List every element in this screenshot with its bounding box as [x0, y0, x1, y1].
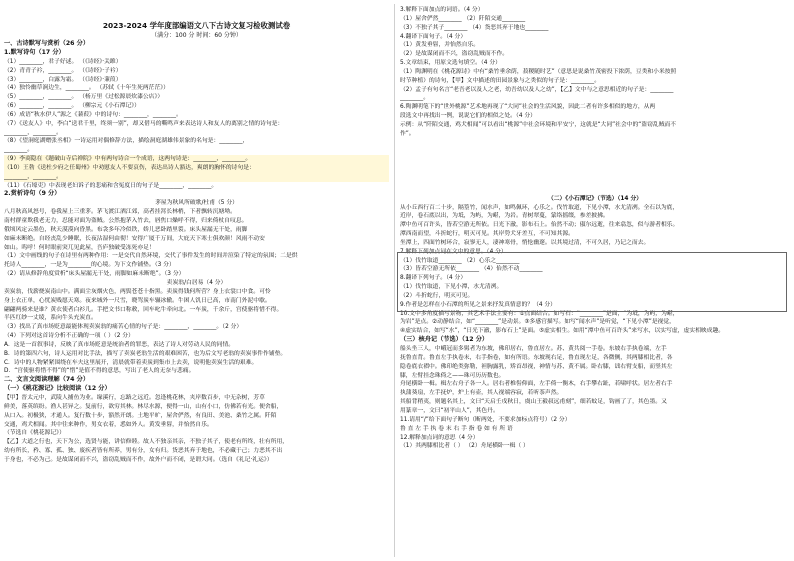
text-line: （1）伐竹取道，下见小潭，水尤清冽。 — [400, 284, 503, 291]
text-line: 其船背稍夷，则题名其上，文曰“天启壬戌秋日，虞山王毅叔远甫刻”，细若蚊足，钩画了了，其色墨。又 — [400, 399, 667, 406]
text-line: （3）皆若空游无所依________ （4）佁然不动________ — [400, 266, 543, 273]
text-line: （1）陶渊明在《桃花源诗》中有“桑竹垂余荫，菽稷随时艺”（意思是说桑竹茂密投下浓荫，豆类和小米按照 — [400, 68, 677, 75]
text-line: 南村群童欺我老无力，忍能对面为盗贼。公然抱茅入竹去，唇焦口燥呼不得，归来倚杖自叹息。 — [4, 218, 248, 225]
text-line: 1.默写诗句（17 分） — [4, 48, 65, 56]
text-line: 八月秋高风怒号，卷我屋上三重茅。茅飞渡江洒江郊，高者挂罥长林梢，下者飘转沉塘坳。 — [4, 209, 236, 216]
text-line: 潭西南而望，斗折蛇行，明灭可见。其岸势犬牙差互，不可知其源。 — [400, 231, 574, 238]
text-line: 鲁 直 左 手 执 卷 末 右 手 指 卷 如 有 所 语 — [400, 425, 513, 432]
text-line: （6）________，________。 （柳宗元《小石潭记》） — [4, 103, 140, 110]
text-line: 交通，鸡犬相闻。其中往来种作，男女衣着，悉如外人。黄发垂髫，并怡然自乐。 — [4, 421, 213, 428]
text-line: ④虚实结合，如写“水”，“日光下澈，影布石上”是面。⑤虚实相生。如用“潭中鱼可百许头”来写水，以实写虚，虚实相映成趣。 — [400, 328, 725, 335]
text-line: 执蒲葵扇，左手抚炉，炉上有壶，其人视端容寂，若听茶声然。 — [400, 390, 563, 397]
text-line: 2.赏析诗句（9 分） — [4, 190, 61, 198]
text-line: （2）斗折蛇行，明灭可见。 — [400, 292, 474, 299]
text-line: C．诗中的人物紧紧围绕在车夫这里展开，清晨就带着卖炭到集市上去卖，说明他卖炭生活的艰难。 — [4, 359, 258, 366]
text-line: 8.翻译下列句子。（4 分） — [400, 275, 467, 282]
right-top-content — [400, 6, 790, 139]
text-line: 潭中鱼可百许头，皆若空游无所依。日光下澈，影布石上。佁然不动；俶尔远逝，往来翕忽，似与游者相乐。 — [400, 222, 679, 229]
text-line: （9）李商隐在《题破山寺后禅院》中有两句诗合一个成语，这两句诗是：________，________。 — [4, 155, 389, 164]
text-line: （2）孟子有句名言“老吾老以及人之老，幼吾幼以及人之幼”，【乙】文中与之意思相近的句子是：________ — [400, 86, 674, 93]
text-line: 幼有所长，矜、寡、孤、独、废疾者皆有所养，男有分，女有归。货恶其弃于地也，不必藏于己；力恶其不出 — [4, 448, 283, 455]
text-line: （1）黄发垂髫，并怡然自乐。 — [400, 42, 480, 49]
text-line: （1）伐竹取道________ （2）心乐之________ — [400, 257, 520, 264]
text-line: （5）________，________。 （杨万里《过松源晨炊漆公店》） — [4, 94, 164, 101]
text-line: 5.文章结束，用原文选句填空。（4 分） — [400, 60, 501, 67]
text-line: 3.解释下面加点的词语。（4 分） — [400, 7, 484, 13]
text-line: 托诗人________，一是为________的心境。为下文作铺垫。（3 分） — [4, 262, 175, 269]
text-line: 船头坐三人，中峨冠而多髯者为东坡，佛印居右，鲁直居左。苏、黄共阅一手卷。东坡右手执卷端，左手 — [400, 346, 667, 353]
text-line: 于身也，不必为己。是故谋闭而不兴，盗窃乱贼而不作，故外户而不闭，是谓大同。（选自《礼记·礼运》） — [4, 456, 273, 463]
text-line: ________。 — [4, 147, 33, 154]
text-line: 身上衣正单，心忧炭贱愿天寒。夜来城外一尺雪，晓驾炭车辗冰辙。牛困人饥日已高，市南门外泥中歇。 — [4, 297, 271, 304]
text-line: 【甲】晋太元中，武陵人捕鱼为业。缘溪行，忘路之远近。忽逢桃花林，夹岸数百步，中无杂树，芳草 — [4, 395, 265, 402]
exam-title: 2023-2024 学年度部编语文八下古诗文复习检收测试卷 — [102, 21, 291, 30]
text-line: 12.解释加点词的意思（4 分） — [400, 434, 479, 441]
text-line: （3）________，白露为霜。 （《诗经》·蒹葭） — [4, 76, 122, 83]
passage-title: （二）《小石潭记》（节选）（14 分） — [547, 195, 643, 202]
text-line: 示例：从“阡陌交通，鸡犬相闻”可以看出“桃源”中社会环境和平安宁，这就是“大同”社会中的“盗窃乱贼而不 — [400, 121, 677, 128]
exam-subtitle: （满分：100 分 时间：60 分钟） — [151, 32, 242, 39]
passage-text — [400, 204, 790, 248]
text-line: 半匹红纱一丈绫，系向牛头充炭直。 — [4, 315, 97, 322]
text-line: 6.陶渊明笔下的“世外桃源”艺术地再现了“大同”社会的生活风貌，因此二者有许多相似的地方，从两 — [400, 104, 656, 111]
text-line: 如山。呜呼！何时眼前突兀见此屋，吾庐独破受冻死亦足！ — [4, 244, 155, 251]
text-line: 【乙】大道之行也，天下为公，选贤与能，讲信修睦。故人不独亲其亲，不独子其子，使老有所终，壮有所用， — [4, 439, 289, 446]
text-line: 俄顷风定云墨色，秋天漠漠向昏黑。布衾多年冷似铁，娇儿恶卧踏里裂。床头屋漏无干处，雨脚 — [4, 226, 248, 233]
left-column — [4, 6, 389, 558]
text-line: 翩翩两骑来是谁？黄衣使者白衫儿。手把文书口称敕，回车叱牛牵向北。一车炭，千余斤，宫使驱将惜不得。 — [4, 306, 283, 313]
text-line: 9.作者是怎样在小石潭的所见之景来抒发真情意的？（4 分） — [400, 301, 556, 308]
text-line: 坐潭上，四面竹树环合，寂寥无人，凄神寒骨，悄怆幽邃。以其境过清，不可久居，乃记之而去。 — [400, 239, 650, 246]
column-divider — [394, 4, 395, 557]
answer-space — [400, 139, 790, 191]
text-line: 膝，左臂挂念珠倚之——珠可历历数也。 — [400, 372, 505, 379]
text-line: 近岸，卷石底以出，为坻，为屿，为嵁，为岩。青树翠蔓，蒙络摇缀，参差披拂。 — [400, 213, 609, 220]
text-line: 一、古诗默写与赏析（26 分） — [4, 40, 90, 47]
text-line: 从小丘西行百二十步，隔篁竹，闻水声，如鸣佩环，心乐之。伐竹取道，下见小潭，水尤清冽。全石以为底， — [400, 204, 679, 211]
text-line: 作”。 — [400, 130, 415, 137]
text-line: 从口入。初极狭，才通人。复行数十步，豁然开朗。土地平旷，屋舍俨然，有良田、美池、桑竹之属。阡陌 — [4, 412, 277, 419]
text-line: 舟尾横卧一楫。楫左右舟子各一人。居右者椎髻仰面，左手倚一衡木，右手攀右趾，若啸呼状。居左者右手 — [400, 381, 673, 388]
passage-box — [397, 252, 787, 312]
text-line: （3）不独子其子________ （4）货恶其弃于地也________ — [400, 24, 549, 31]
text-line: （6）成语“秋水伊人”源之《蒹葭》中的诗句：________，________。 — [4, 111, 182, 118]
text-line: 卖炭翁/白居易（4 分） — [166, 279, 227, 286]
text-line: 卖炭翁，伐薪烧炭南山中。满面尘灰烟火色，两鬓苍苍十指黑。卖炭得钱何所营？身上衣裳口中食。可怜 — [4, 288, 271, 295]
text-line: 隐卷底衣褶中。佛印绝类弥勒，袒胸露乳，矫首昂视，神情与苏、黄不属。卧右膝，诎右臂支船，而竖其左 — [400, 363, 673, 370]
text-line: 茅屋为秋风所破歌/杜甫（5 分） — [155, 200, 238, 207]
text-line: ________，________。 — [4, 173, 389, 182]
text-line: 为岩”是点。②动静结合，如“________”是动景。③多感官描写。如写“闻水声”是听觉，“下见小潭”是视觉， — [400, 319, 675, 326]
text-line: 鲜美，落英缤纷。渔人甚异之。复前行，欲穷其林。林尽水源，便得一山，山有小口，仿佛若有光。便舍船， — [4, 403, 283, 410]
text-line: 时节种植）的诗句，【甲】文中描述的田园景象与之类似的句子是：________。 — [400, 77, 600, 84]
text-line: （4）独怜幽草涧边生，________。 （苏轼《十年生死两茫茫》） — [4, 85, 169, 92]
text-line: 7.解释下列加点词在文中的意思。（4 分） — [400, 248, 507, 255]
text-line: 11.请用“/”给下面句子断句（断两处，不要求加标点符号）（2 分） — [400, 416, 571, 423]
left-content — [4, 40, 389, 465]
text-line: （三）核舟记（节选）（12 分） — [400, 336, 489, 344]
text-line: （10）王勃《送杜少府之任蜀州》中劝慰友人不要哀伤，表达出诗人豁达，爽朗的胸怀的诗句是： — [4, 164, 389, 173]
text-line: （7）《送友人》中，李白“送君千里，终须一别”，却又借马的嘶鸣声来表达诗人和友人的离别之情的诗句是： — [4, 120, 284, 127]
text-line: 用篆章一，文曰“初平山人”，其色丹。 — [400, 407, 499, 414]
text-line: （3）找出了真市场贬意最能体现卖炭翁的痛苦心情的句子是：________，________。（2 分） — [4, 324, 243, 331]
text-line: 10.文中多角度描写景物，其艺术手法主要有：①点面结合。如写石：“________”是面，“为坻，为屿，为嵁， — [400, 310, 679, 317]
text-line: （节选自《桃花源记》） — [4, 430, 65, 437]
text-line: （2）是故谋闭而不兴，盗窃乱贼而不作。 — [400, 51, 509, 58]
text-line: 如麻未断绝。自经丧乱少睡眠，长夜沾湿何由彻！安得广厦千万间，大庇天下寒士俱欢颜！风雨不动安 — [4, 235, 265, 242]
text-line: ________，________。 — [4, 129, 62, 136]
text-line: D．“宫使驱将惜不得”的“惜”是值不得的意思，写出了老人的无奈与悲痛。 — [4, 368, 195, 375]
text-line: （1）文中画线的句子在诗里有两种作用：一是交代自然环境，交代了事件发生的时间并渲染了特定的氛围；二是烘 — [4, 253, 298, 260]
text-line: A．这是一首叙事诗，反映了真市场贬意是统治者的罪恶，表达了诗人对劳动人民的同情。 — [4, 341, 235, 348]
text-line: （1）________，君子好逑。 （《诗经》·关雎） — [4, 58, 122, 65]
text-line: 段选文中再找出一例，说说它们的相似之处。（4 分） — [400, 113, 536, 120]
text-line: （一）《桃花源记》比较阅读（12 分） — [4, 385, 111, 393]
text-line: （8）《望洞庭湖赠张丞相》一诗运用对偶修辞方法，描绘洞庭湖雄伟景象的名句是：________， — [4, 138, 249, 145]
text-line: B．诗的第四六句，诗人运用对比手法，描写了卖炭老翁生活的艰难困苦，也为后文写老翁的卖炭事件作铺垫。 — [4, 350, 287, 357]
text-line: （11）《石壕吏》中表现老妇诉子的悲痛和含冤度日的句子是________，________。 — [4, 182, 218, 189]
text-line: （2）青青子衿，________。 （《诗经》·子衿） — [4, 67, 122, 74]
text-line: （1）屋舍俨然________ （2）阡陌交通________ — [400, 15, 526, 22]
text-line: 抚鲁直背。鲁直左手执卷末，右手指卷，如有所语。东坡现右足，鲁直现左足，各微侧，其两膝相比者，各 — [400, 354, 673, 361]
text-line: （2）请从修辞角度赏析“床头屋漏无干处，雨脚如麻未断绝”。（3 分） — [4, 271, 185, 278]
text-line: ________。 — [400, 95, 429, 102]
text-line: 4.翻译下面句子。（4 分） — [400, 33, 467, 40]
text-line: （4）下列对这首诗分析不正确的一项（ ）（2 分） — [4, 333, 134, 340]
text-line: （1）其两膝相比者（ ） （2）舟尾横卧一楫（ ） — [400, 443, 529, 450]
text-line: 二、文言文阅读理解（74 分） — [4, 376, 90, 384]
